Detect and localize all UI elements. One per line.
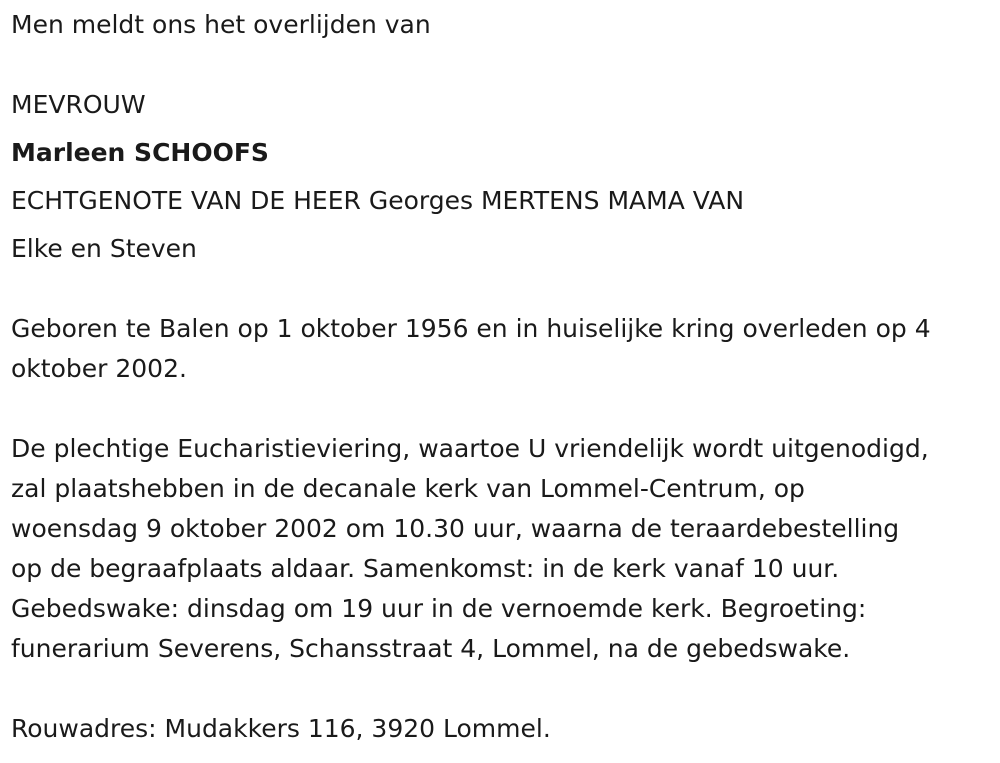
mourning-address: Rouwadres: Mudakkers 116, 3920 Lommel. [11,714,551,743]
paragraph-line: funerarium Severens, Schansstraat 4, Lommel, na de gebedswake. [11,634,851,663]
relation-text: ECHTGENOTE VAN DE HEER Georges MERTENS MAMA VAN [11,186,745,215]
deceased-name: Marleen SCHOOFS [11,138,269,167]
paragraph-line: oktober 2002. [11,354,187,383]
children-names: Elke en Steven [11,234,197,263]
intro-text: Men meldt ons het overlijden van [11,10,431,39]
ceremony-paragraph [11,429,986,669]
paragraph-line: De plechtige Eucharistieviering, waartoe U vriendelijk wordt uitgenodigd, [11,434,929,463]
paragraph-line: op de begraafplaats aldaar. Samenkomst: in de kerk vanaf 10 uur. [11,554,840,583]
paragraph-line: woensdag 9 oktober 2002 om 10.30 uur, waarna de teraardebestelling [11,514,900,543]
paragraph-line: Geboren te Balen op 1 oktober 1956 en in huiselijke kring overleden op 4 [11,314,931,343]
salutation: MEVROUW [11,90,146,119]
paragraph-line: zal plaatshebben in de decanale kerk van Lommel-Centrum, op [11,474,805,503]
birth-death-paragraph [11,309,986,389]
paragraph-line: Gebedswake: dinsdag om 19 uur in de vernoemde kerk. Begroeting: [11,594,867,623]
